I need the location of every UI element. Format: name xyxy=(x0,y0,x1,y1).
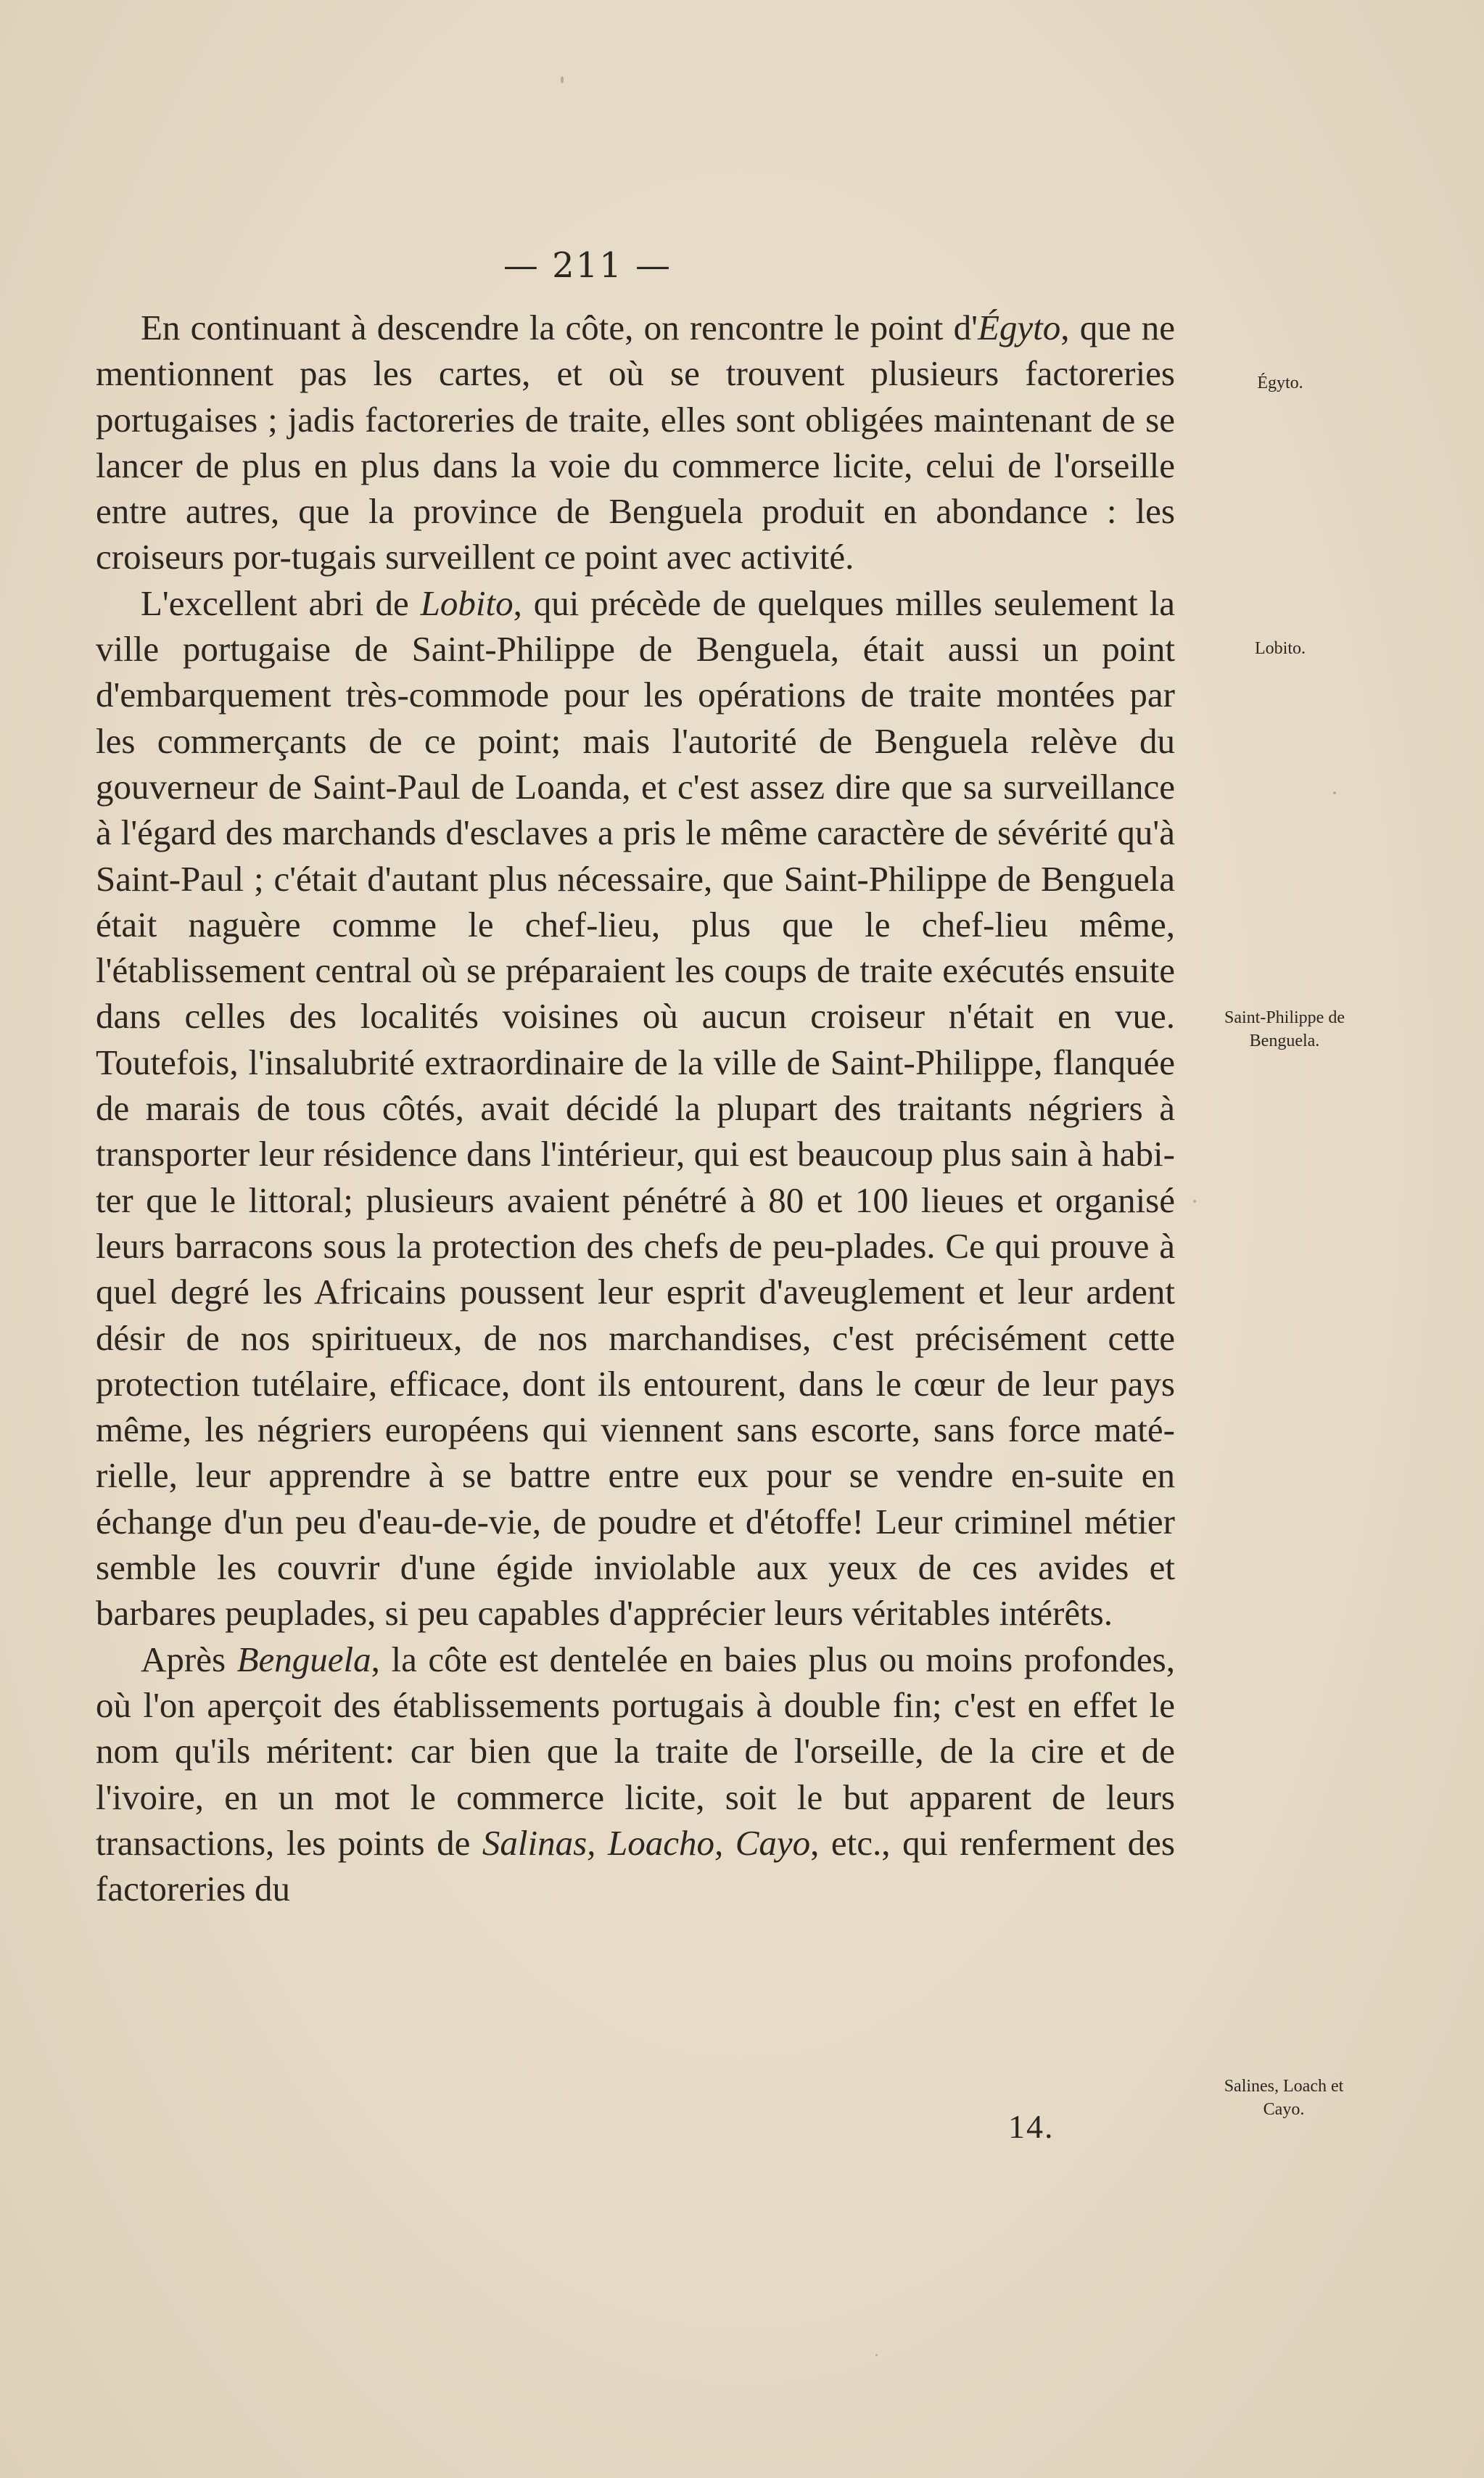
page-number: — 211 — xyxy=(503,245,672,286)
margin-note-egyto: Égyto. xyxy=(1257,374,1303,392)
body-text xyxy=(96,305,1175,1911)
signature-mark: 14. xyxy=(1008,2108,1055,2145)
paper-speck xyxy=(875,2354,878,2356)
margin-note-salines-text: Salines, Loach et Cayo. xyxy=(1224,2077,1344,2119)
paper-speck xyxy=(561,76,564,83)
margin-note-saint-philippe xyxy=(1201,1006,1368,1053)
paper-speck xyxy=(1193,1200,1196,1203)
margin-note-lobito: Lobito. xyxy=(1255,639,1306,658)
paragraph-3 xyxy=(96,1637,1175,1912)
para1-text: En continuant à descendre la côte, on rencontre le point d'Égyto, que ne mentionnent pas les cartes, et où se trouvent plusieurs factoreries portugaises ; jadis factoreries de traite, elles sont obligées maintenant de se lancer de plus en plus dans la voie du commerce licite, celui de l'orseille entre autres, que la province de Benguela produit en abondance : les croiseurs por-tugais surveillent ce point avec activité. xyxy=(96,308,1175,577)
margin-note-salines xyxy=(1197,2075,1371,2121)
paragraph-1 xyxy=(96,305,1175,580)
margin-note-saint-philippe-text: Saint-Philippe de Benguela. xyxy=(1224,1008,1345,1050)
para2-text: L'excellent abri de Lobito, qui précède de quelques milles seulement la ville portugaise de Saint-Philippe de Benguela, était aussi un point d'embarquement très-commode pour les opérations de traite montées par les commerçants de ce point; mais l'autorité de Benguela relève du gouverneur de Saint-Paul de Loanda, et c'est assez dire que sa surveillance à l'égard des marchands d'esclaves a pris le même caractère de sévérité qu'à Saint-Paul ; c'était d'autant plus nécessaire, que Saint-Philippe de Benguela était naguère comme le chef-lieu, plus que le chef-lieu même, l'établissement central où se préparaient les coups de traite exécutés ensuite dans celles des localités voisines où aucun croiseur n'était en vue. Toutefois, l'insalubrité extraordinaire de la ville de Saint-Philippe, flanquée de marais de tous côtés, avait décidé la plupart des traitants négriers à transporter leur résidence dans l'intérieur, qui est beaucoup plus sain à habi-ter que le littoral; plusieurs avaient pénétré à 80 et 100 lieues et organisé leurs barracons sous la protection des chefs de peu-plades. Ce qui prouve à quel degré les Africains poussent leur esprit d'aveuglement et leur ardent désir de nos spiritueux, de nos marchandises, c'est précisément cette protection tutélaire, efficace, dont ils entourent, dans le cœur de leur pays même, les négriers européens qui viennent sans escorte, sans force maté- rielle, leur apprendre à se battre entre eux pour se vendre en-suite en échange d'un peu d'eau-de-vie, de poudre et d'étoffe! Leur criminel métier semble les couvrir d'une égide inviolable aux yeux de ces avides et barbares peuplades, si peu capables d'apprécier leurs véritables intérêts. xyxy=(96,583,1175,1634)
paper-speck xyxy=(1333,791,1336,794)
paragraph-2 xyxy=(96,580,1175,1637)
para3-text: Après Benguela, la côte est dentelée en baies plus ou moins profondes, où l'on aperçoit des établissements portugais à double fin; c'est en effet le nom qu'ils méritent: car bien que la traite de l'orseille, de la cire et de l'ivoire, en un mot le commerce licite, soit le but apparent de leurs transactions, les points de Salinas, Loacho, Cayo, etc., qui renferment des factoreries du xyxy=(96,1639,1175,1909)
